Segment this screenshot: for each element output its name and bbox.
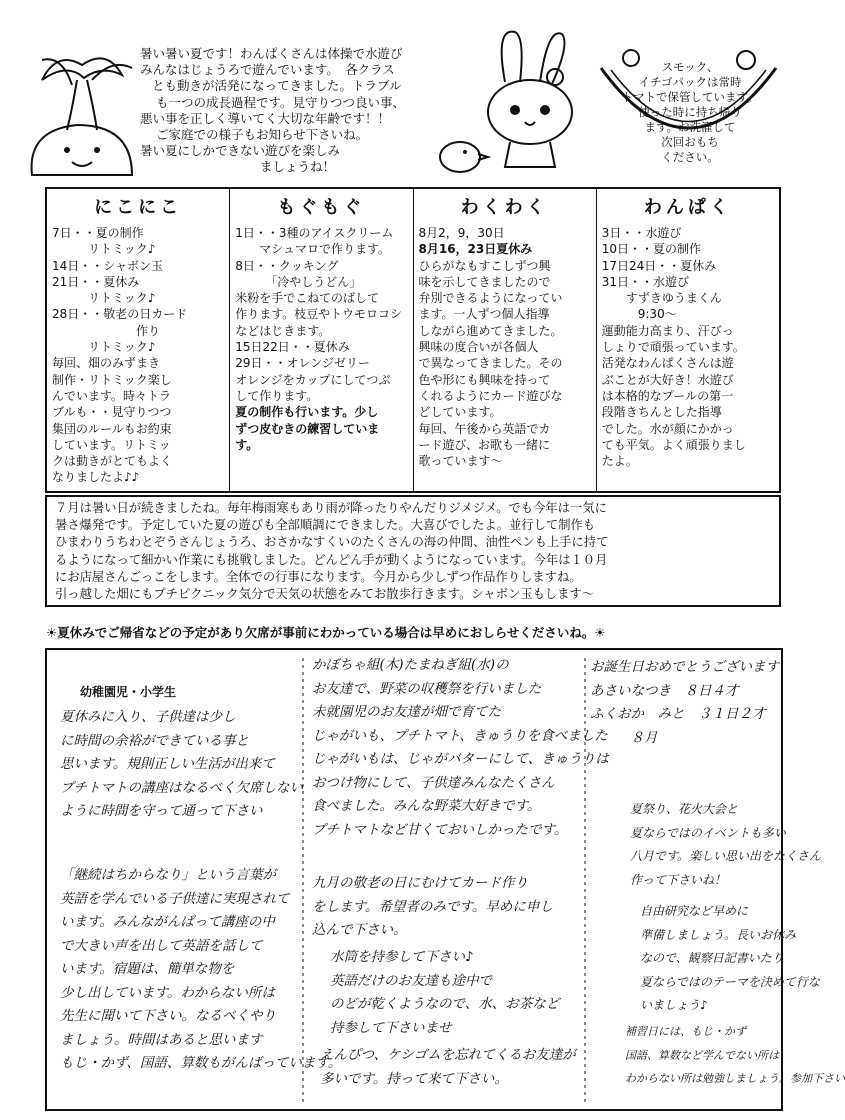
- class-line: クは動きがとてもよく: [52, 454, 173, 469]
- class-column-nikoniko: [47, 189, 230, 491]
- class-line: ずつ皮むきの練習していま: [235, 421, 380, 436]
- hw-line: ８月: [590, 729, 658, 746]
- hw-line: のどが乾くようなので、水、お茶など: [330, 996, 560, 1012]
- class-name: わくわく: [460, 197, 549, 218]
- class-line: 色や形にも興味を持って: [418, 372, 551, 387]
- summary-line: るようになって細かい作業にも挑戦しました。どんどん手が動くようになっています。今年は１０月: [55, 552, 608, 567]
- hw-line: 八月です。楽しい思い出をたくさん: [630, 849, 822, 863]
- hw-line: ように時間を守って通って下さい: [60, 803, 263, 819]
- memo-line: ください。: [661, 150, 719, 164]
- hw-line: 先生に聞いて下さい。なるべくやり: [60, 1008, 276, 1024]
- memo-line: ます。お洗濯して: [644, 120, 736, 134]
- summary-line: 暑さ爆発です。予定していた夏の遊びも全部順調にできました。大喜びでしたよ。並行して制作も: [55, 518, 596, 533]
- hw-line: 夏休みに入り、子供達は少し: [60, 709, 236, 725]
- class-line: 21日・・夏休み: [52, 274, 140, 289]
- class-line: 制作・リトミック楽し: [52, 372, 172, 387]
- hw-supplementary-note: [625, 1020, 845, 1091]
- class-line: 集団のルールもお約束: [52, 421, 172, 436]
- monthly-summary: [45, 495, 781, 607]
- class-line: して作ります。: [235, 388, 319, 403]
- hw-line: 未就園児のお友達が畑で育てた: [312, 704, 501, 720]
- memo-line: 使った時に持ち帰り: [638, 105, 742, 119]
- hw-line: あさいなつき ８日４才: [590, 682, 739, 699]
- kindergarten-elementary-label: 幼稚園児・小学生: [80, 685, 177, 699]
- class-line: ぶことが大好き！水遊び: [601, 372, 734, 387]
- class-line: 歌っています～: [418, 454, 503, 469]
- memo-line: 次回おもち: [661, 135, 719, 149]
- class-line: は本格的なプールの第一: [601, 388, 734, 403]
- hw-line: で大きい声を出して英語を話して: [60, 937, 263, 954]
- class-line: 「冷やしうどん」: [235, 274, 362, 289]
- hw-line: 持参して下さいませ: [330, 1019, 452, 1036]
- class-line: 10日・・夏の制作: [601, 242, 702, 257]
- class-line: 14日・・シャボン玉: [52, 258, 164, 273]
- hw-line: 思います。規則正しい生活が出来て: [60, 756, 275, 772]
- hw-line: 作って下さいね！: [630, 872, 727, 887]
- hw-line: います。宿題は、簡単な物を: [60, 961, 235, 977]
- hw-birthday-note: [590, 656, 780, 750]
- class-line: 運動能力高まり、汗びっ: [601, 323, 734, 338]
- absence-notice: ☀夏休みでご帰省などの予定があり欠席が事前にわかっている場合は早めにおしらせくださいね。☀: [46, 625, 606, 640]
- class-line: なりましたよ♪♪: [52, 470, 140, 485]
- greeting-line: とも動きが活発になってきました。トラブル: [152, 78, 402, 94]
- class-line: 9:30～: [601, 307, 677, 322]
- hw-line: じゃがいも、プチトマト、きゅうりを食べました: [312, 727, 608, 744]
- class-line: でした。水が顔にかかっ: [601, 421, 734, 436]
- class-name: わんぱく: [643, 197, 732, 218]
- class-line: しょりで頑張っています。: [601, 340, 745, 355]
- class-line: 15日22日・・夏休み: [235, 340, 350, 355]
- class-line: で異なってきました。その: [418, 356, 563, 371]
- memo-line: トマトで保管しています。: [621, 90, 759, 104]
- class-line: 3日・・水遊び: [601, 226, 682, 240]
- class-line: 7日・・夏の制作: [52, 226, 144, 240]
- greeting-message: [140, 46, 500, 176]
- hw-line: もじ・かず、国語、算数もがんばっています。: [60, 1055, 342, 1071]
- class-column-wakuwaku: [414, 189, 597, 491]
- class-name: にこにこ: [94, 197, 183, 218]
- class-line: しながら進めてきました。: [418, 323, 563, 338]
- greeting-line: 悪い事を正しく導いてく大切な年齢です！！: [140, 110, 391, 126]
- class-line: んでいます。時々トラ: [52, 388, 172, 403]
- class-line: リトミック♪: [52, 291, 156, 306]
- class-line: 29日・・オレンジゼリー: [235, 356, 370, 371]
- class-line: 8月2，9，30日: [418, 226, 505, 240]
- hw-line: プチトマトなど甘くておいしかったです。: [312, 821, 568, 838]
- class-line: オレンジをカップにしてつぶ: [235, 372, 391, 387]
- class-schedule-table: [45, 187, 781, 493]
- hw-line: 「継続はちからなり」という言葉が: [60, 867, 276, 883]
- palm-island-illustration: [22, 40, 142, 180]
- hw-line: おつけ物にして、子供達みんなたくさん: [312, 774, 555, 791]
- hw-line: をします。希望者のみです。早めに申し: [312, 898, 553, 915]
- hw-respect-aged-note: [312, 872, 582, 943]
- class-line: 活発なわんぱくさんは遊: [601, 356, 734, 371]
- hw-line: 夏ならではのイベントも多い: [630, 825, 786, 840]
- summary-line: にお店屋さんごっこをします。全体での行事になります。今月から少しずつ作品作りしますね。: [55, 569, 582, 584]
- memo-line: イチゴパックは常時: [638, 75, 742, 89]
- hw-pencil-note: [320, 1044, 590, 1091]
- hw-line: プチトマトの講座はなるべく欠席しない: [60, 779, 303, 796]
- hw-line: 少し出しています。わからない所は: [60, 984, 275, 1001]
- hw-free-research-note: [640, 900, 820, 1018]
- class-line: リトミック♪: [52, 242, 156, 257]
- hw-summer-break-note: [60, 706, 303, 824]
- hw-line: なので、観察日記書いたり: [640, 951, 784, 965]
- hw-line: 英語だけのお友達も途中で: [330, 972, 492, 989]
- class-line: 米粉を手でこねてのばして: [235, 291, 379, 306]
- hw-line: 多いです。持って来て下さい。: [320, 1070, 508, 1087]
- class-line: すずきゆうまくん: [601, 291, 722, 306]
- class-line: 弁別できるようになってい: [418, 291, 563, 306]
- class-line: 8日・・クッキング: [235, 258, 339, 273]
- class-line: 興味の度合いが各個人: [418, 340, 539, 355]
- class-line: どしています。: [418, 405, 502, 420]
- class-line: たよ。: [601, 454, 638, 469]
- class-line: 作ります。枝豆やトウモロコシ: [235, 307, 403, 322]
- class-line: 31日・・水遊び: [601, 274, 690, 289]
- class-line: 毎回、午後から英語でカ: [418, 421, 551, 436]
- hw-harvest-note: [312, 654, 609, 842]
- class-line: 夏の制作も行います。少し: [235, 405, 379, 420]
- hw-line: いましょう♪: [640, 998, 708, 1012]
- greeting-line: ましょうね！: [260, 159, 336, 175]
- summary-line: 引っ越した畑にもプチピクニック気分で天気の状態をみてお散歩行きます。シャボン玉もします～: [55, 587, 595, 602]
- hw-line: お誕生日おめでとうございます: [590, 659, 779, 675]
- greeting-line: も一つの成長過程です。見守りつつ良い事、: [156, 94, 406, 110]
- hw-line: います。みんながんばって講座の中: [60, 914, 275, 930]
- class-line: 8月16，23日夏休み: [418, 242, 533, 257]
- hw-line: 夏ならではのテーマを決めて行な: [640, 974, 820, 989]
- hw-line: 国語、算数など学んでない所は: [625, 1048, 779, 1062]
- class-line: 1日・・3種のアイスクリーム: [235, 226, 394, 240]
- class-line: などはじきます。: [235, 323, 331, 338]
- hw-line: 九月の敬老の日にむけてカード作り: [312, 875, 528, 891]
- class-line: 味を示してきましたので: [418, 274, 551, 289]
- class-column-mogumogu: [230, 189, 413, 491]
- class-line: 28日・・敬老の日カード: [52, 307, 188, 322]
- smock-memo: [615, 60, 765, 165]
- memo-line: スモック、: [661, 60, 719, 74]
- hw-line: 込んで下さい。: [312, 922, 407, 938]
- class-line: 段階きちんとした指導: [601, 405, 722, 420]
- class-line: リトミック♪: [52, 340, 156, 355]
- hw-line: 夏祭り、花火大会と: [630, 802, 739, 816]
- greeting-line: 暑い夏にしかできない遊びを楽しみ: [140, 143, 341, 159]
- hw-english-note: [60, 864, 342, 1076]
- greeting-line: みんなはじょうろで遊んでいます。 各クラス: [140, 62, 395, 78]
- hw-line: 自由研究など早めに: [640, 904, 749, 918]
- greeting-line: 暑い暑い夏です！わんぱくさんは体操で水遊び: [140, 46, 403, 61]
- hw-line: 補習日には、もじ・かず: [625, 1025, 746, 1038]
- hw-line: ましょう。時間はあると思います: [60, 1031, 263, 1048]
- class-line: ード遊び、お歌も一緒に: [418, 437, 551, 452]
- hw-line: 英語を学んでいる子供達に実現されて: [60, 890, 290, 907]
- summary-line: ひまわりうちわとぞうさんじょうろ、おさかなすくいのたくさんの海の仲間、油性ペンも上手に持て: [55, 535, 609, 550]
- hw-line: お友達で、野菜の収穫祭を行いました: [312, 680, 542, 697]
- hw-water-bottle-note: [330, 946, 585, 1040]
- class-column-wanpaku: [597, 189, 779, 491]
- hw-line: ふくおか みと ３１日２才: [590, 706, 766, 722]
- class-line: ブルも・・見守りつつ: [52, 405, 172, 420]
- summary-line: ７月は暑い日が続きましたね。毎年梅雨寒もあり雨が降ったりやんだりジメジメ。でも今年は一気に: [55, 501, 607, 515]
- hw-line: えんぴつ、ケシゴムを忘れてくるお友達が: [320, 1047, 576, 1063]
- hw-line: に時間の余裕ができている事と: [60, 732, 249, 749]
- class-line: ます。一人ずつ個人指導: [418, 307, 550, 322]
- hw-line: じゃがいもは、じゃがバターにして、きゅうりは: [312, 751, 609, 767]
- class-line: マシュマロで作ります。: [235, 242, 391, 257]
- hw-line: 食べました。みんな野菜大好きです。: [312, 798, 541, 814]
- hw-line: 水筒を持参して下さい♪: [330, 949, 474, 965]
- hw-line: かぼちゃ組(木)たまねぎ組(水)の: [312, 657, 509, 673]
- class-name: もぐもぐ: [277, 197, 366, 218]
- class-line: す。: [235, 437, 259, 452]
- class-line: ひらがなもすこしずつ興: [418, 258, 551, 273]
- class-line: ても平気。よく頑張りまし: [601, 437, 746, 452]
- class-line: くれるようにカード遊びな: [418, 388, 563, 403]
- hw-summer-festival-note: [630, 798, 822, 892]
- greeting-line: ご家庭での様子もお知らせ下さいね。: [156, 127, 369, 143]
- class-line: しています。リトミッ: [52, 437, 171, 452]
- class-line: 毎回、畑のみずまき: [52, 356, 161, 371]
- hw-line: 準備しましょう。長いお休み: [640, 927, 797, 942]
- class-line: 17日24日・・夏休み: [601, 258, 717, 273]
- class-line: 作り: [52, 323, 161, 338]
- hw-line: わからない所は勉強しましょう。参加下さい: [625, 1072, 845, 1085]
